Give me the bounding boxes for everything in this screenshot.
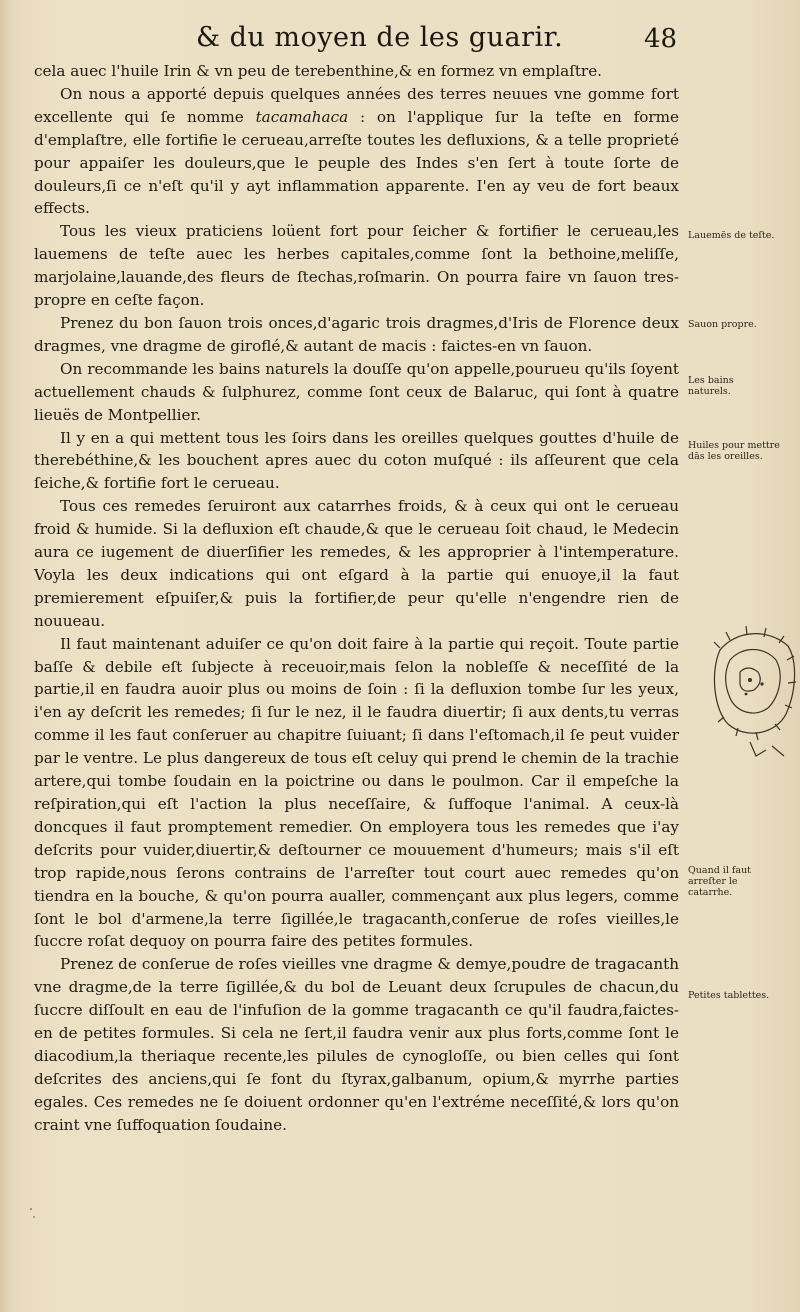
italic-term-tacamahaca: tacamahaca [255, 107, 349, 126]
paragraph-9: Prenez de conſerue de roſes vieilles vne dragme & demye,poudre de tragacanth vne dragme,de la terre ſigillée,& du bol de Leuant deux ſcrupules de chacun,du ſuccre diſſoult en eau de l'infuſion de la gomme tragacanth ce qu'il faudra,faictes-en de petites formules. Si cela ne ſert,il faudra venir aux plus forts,comme ſont le diacodium,la theriaque recente,les pilules de cynogloſſe, ou bien celles qui ſont deſcrites des anciens,qui ſe font du ſtyrax,galbanum, opium,& myrrhe parties egales. Ces remedes ne ſe doiuent ordonner qu'en l'extréme neceſſité,& lors qu'on craint vne ſuffoquation ſoudaine. [34, 955, 679, 1134]
margin-note-lauemens: Lauemēs de teſte. [688, 230, 775, 241]
margin-note-catarrhe: Quand il faut arreſter le catarrhe. [688, 865, 752, 898]
running-title: & du moyen de les guarir. [196, 22, 564, 53]
margin-note-huiles: Huiles pour mettre dās les oreilles. [688, 440, 780, 462]
paragraph-2-start: On nous a apporté depuis quelques années des terres neuues vne gomme fort excellente qui ſe nomme [34, 84, 679, 126]
margin-note-bains: Les bains naturels. [688, 375, 734, 397]
page-number: 48 [644, 24, 678, 54]
paragraph-4: Prenez du bon ſauon trois onces,d'agaric trois dragmes,d'Iris de Florence deux dragmes, vne dragme de giroflé,& autant de macis : faictes-en vn ſauon. [34, 313, 679, 355]
ink-specks-decoration [28, 1205, 38, 1225]
paragraph-2 [34, 83, 679, 220]
paragraph-2-end: : on l'applique ſur la teſte en forme d'emplaſtre, elle fortifie le cerueau,arreſte toutes les defluxions, & a telle proprieté pour appaiſer les douleurs,que le peuple des Indes s'en ſert à toute ſorte de douleurs,ſi ce n'eſt qu'il y ayt inflammation apparente. I'en ay veu de fort beaux effects. [34, 107, 679, 218]
paragraph-6: Il y en a qui mettent tous les ſoirs dans les oreilles quelques gouttes d'huile de therebéthine,& les bouchent apres auec du coton muſqué : ils aſſeurent que cela ſeiche,& fortifie fort le cerueau. [34, 428, 679, 493]
printers-device-ornament [706, 622, 798, 762]
paragraph-8: Il faut maintenant aduiſer ce qu'on doit faire à la partie qui reçoit. Toute partie baſſe & debile eſt ſubjecte à receuoir,mais ſelon la nobleſſe & neceſſité de la partie,il en faudra auoir plus ou moins de ſoin : ſi la defluxion tombe ſur les yeux, i'en ay deſcrit les remedes; ſi ſur le nez, il le faudra diuertir; ſi aux dents,tu verras comme il les faut conſeruer au chapitre ſuiuant; ſi dans l'eſtomach,il ſe peut vuider par le ventre. Le plus dangereux de tous eſt celuy qui prend le chemin de la trachie artere,qui tombe ſoudain en la poictrine ou dans le poulmon. Car il empeſche la reſpiration,qui eſt l'action la plus neceſſaire, & ſuffoque l'animal. A ceux-là doncques il faut promptement remedier. On employera tous les remedes que i'ay deſcrits pour vuider,diuertir,& deſtourner ce mouuement d'humeurs; mais s'il eſt trop rapide,nous ſerons contrains de l'arreſter tout court auec remedes qu'on tiendra en la bouche, & qu'on pourra aualler, commençant aux plus legers, comme ſont le bol d'armene,la terre ſigillée,le tragacanth,conſerue de roſes vieilles,le ſuccre roſat dequoy on pourra faire des petites formules. [34, 634, 679, 951]
page-header [0, 22, 800, 58]
paragraph-5: On recommande les bains naturels la douſſe qu'on appelle,pourueu qu'ils ſoyent actuellement chauds & ſulphurez, comme ſont ceux de Balaruc, qui ſont à quatre lieuës de Montpellier. [34, 359, 679, 424]
margin-note-sauon: Sauon propre. [688, 319, 757, 330]
paragraph-1: cela auec l'huile Irin & vn peu de terebenthine,& en formez vn emplaſtre. [34, 62, 603, 80]
paragraph-3: Tous les vieux praticiens loüent fort pour ſeicher & fortifier le cerueau,les lauemens de teſte auec les herbes capitales,comme ſont la bethoine,meliſſe, marjolaine,lauande,des fleurs de ſtechas,roſmarin. On pourra faire vn ſauon tres-propre en ceſte façon. [34, 222, 679, 310]
paragraph-7: Tous ces remedes ſeruiront aux catarrhes froids, & à ceux qui ont le cerueau froid & humide. Si la defluxion eſt chaude,& que le cerueau ſoit chaud, le Medecin aura ce iugement de diuerſifier les remedes, & les approprier à l'intemperature. Voyla les deux indications qui ont eſgard à la partie qui enuoye,il la faut premierement eſpuiſer,& puis la fortifier,de peur qu'elle n'engendre rien de nouueau. [34, 497, 679, 630]
main-text-block [34, 60, 679, 1137]
margin-note-tablettes: Petites tablettes. [688, 990, 770, 1001]
